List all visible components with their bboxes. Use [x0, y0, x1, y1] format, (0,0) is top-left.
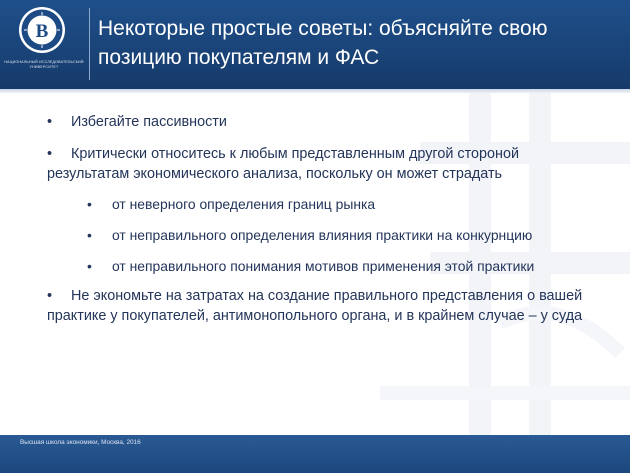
logo-block — [0, 0, 88, 89]
page-title — [98, 14, 618, 72]
bullet-marker: • — [47, 288, 53, 304]
bullet-list — [47, 112, 602, 326]
hse-logo-icon — [18, 6, 66, 54]
list-item-text: Критически относитесь к любым представленным другой стороной результатам экономического анализа, поскольку он может страдать — [47, 146, 520, 182]
footer-bar — [0, 435, 630, 473]
list-item — [47, 286, 602, 326]
bullet-marker: • — [87, 196, 92, 212]
sub-list-item-text: от неправильного определения влияния практики на конкурнцию — [112, 227, 533, 243]
page-title-line2: позицию покупателям и ФАС — [98, 46, 380, 69]
bullet-marker: • — [47, 146, 53, 162]
logo-caption-line2: УНИВЕРСИТЕТ — [29, 65, 59, 69]
header-divider — [89, 8, 90, 80]
bullet-marker: • — [87, 258, 92, 274]
sub-list-item — [47, 225, 602, 245]
logo-caption — [4, 60, 84, 70]
sub-list-item — [47, 194, 602, 214]
list-item-text: Не экономьте на затратах на создание правильного представления о вашей практике у покупателей, антимонопольного органа, и в крайнем случае – у суда — [47, 288, 583, 324]
sub-list-item — [47, 256, 602, 276]
logo-caption-line1: НАЦИОНАЛЬНЫЙ ИССЛЕДОВАТЕЛЬСКИЙ — [4, 60, 84, 64]
header-bar — [0, 0, 630, 89]
svg-text:В: В — [35, 21, 49, 42]
list-item-text: Избегайте пассивности — [71, 114, 227, 130]
list-item — [47, 112, 602, 132]
list-item — [47, 144, 602, 184]
sub-list-item-text: от неверного определения границ рынка — [112, 196, 376, 212]
sub-list-item-text: от неправильного понимания мотивов применения этой практики — [112, 258, 535, 274]
bullet-marker: • — [47, 114, 53, 130]
footer-text: Высшая школа экономики, Москва, 2016 — [20, 439, 141, 446]
bullet-marker: • — [87, 227, 92, 243]
page-title-line1: Некоторые простые советы: объясняйте свою — [98, 17, 548, 40]
